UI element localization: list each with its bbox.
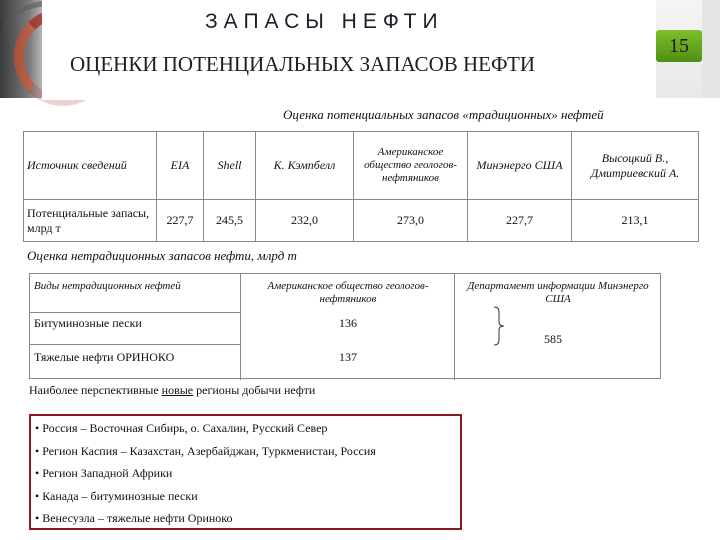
value-campbell: 232,0 — [256, 200, 354, 242]
traditional-reserves-table — [23, 131, 699, 242]
list-item: • Венесуэла – тяжелые нефти Ориноко — [35, 511, 233, 525]
row-bitumen-value: 136 — [339, 316, 357, 330]
header-eia: EIA — [157, 132, 204, 200]
header-aapg: Американское общество геологов-нефтяников — [267, 280, 429, 305]
header-source: Источник сведений — [24, 132, 157, 200]
value-shell: 245,5 — [204, 200, 256, 242]
row-orinoco-label: Тяжелые нефти ОРИНОКО — [34, 350, 175, 364]
value-aapg: 273,0 — [354, 200, 468, 242]
header-shell: Shell — [204, 132, 256, 200]
header-doe-info: Департамент информации Минэнерго США — [467, 280, 649, 305]
value-vysotsky: 213,1 — [572, 200, 699, 242]
row-bitumen-label: Битуминозные пески — [34, 316, 142, 330]
row-orinoco-value: 137 — [339, 350, 357, 364]
header-doe: Минэнерго США — [468, 132, 572, 200]
column-divider — [454, 274, 455, 380]
header-aapg: Американское общество геологов-нефтяников — [354, 132, 468, 200]
nontraditional-reserves-table — [29, 273, 661, 379]
doe-total-value: 585 — [544, 332, 562, 346]
brace-icon — [492, 306, 508, 346]
list-item: • Регион Каспия – Казахстан, Азербайджан, Туркменистан, Россия — [35, 444, 376, 458]
row-divider — [30, 312, 240, 313]
regions-heading-emphasis: новые — [161, 383, 194, 397]
regions-list — [29, 414, 462, 530]
value-eia: 227,7 — [157, 200, 204, 242]
regions-heading-end: регионы добычи нефти — [193, 383, 316, 397]
row-label: Потенциальные запасы, млрд т — [24, 200, 157, 242]
regions-heading-start: Наиболее перспективные — [29, 383, 162, 397]
header-vysotsky: Высоцкий В., Дмитриевский А. — [572, 132, 699, 200]
row-divider — [30, 344, 240, 345]
header-right-strip — [702, 0, 720, 98]
list-item: • Регион Западной Африки — [35, 466, 173, 480]
list-item: • Канада – битуминозные пески — [35, 489, 198, 503]
page-number-badge: 15 — [656, 30, 702, 62]
traditional-heading: Оценка потенциальных запасов «традиционных» нефтей — [283, 107, 604, 122]
header-campbell: К. Кэмпбелл — [256, 132, 354, 200]
column-divider — [240, 274, 241, 380]
header-kind: Виды нетрадиционных нефтей — [34, 280, 181, 292]
nontraditional-heading: Оценка нетрадиционных запасов нефти, млрд т — [27, 248, 297, 263]
regions-heading — [29, 383, 315, 398]
table-row — [24, 200, 699, 242]
table-header-row — [24, 132, 699, 200]
slide-subtitle: ОЦЕНКИ ПОТЕНЦИАЛЬНЫХ ЗАПАСОВ НЕФТИ — [70, 52, 536, 76]
list-item: • Россия – Восточная Сибирь, о. Сахалин, Русский Север — [35, 421, 328, 435]
value-doe: 227,7 — [468, 200, 572, 242]
slide-title: ЗАПАСЫ НЕФТИ — [205, 10, 444, 33]
